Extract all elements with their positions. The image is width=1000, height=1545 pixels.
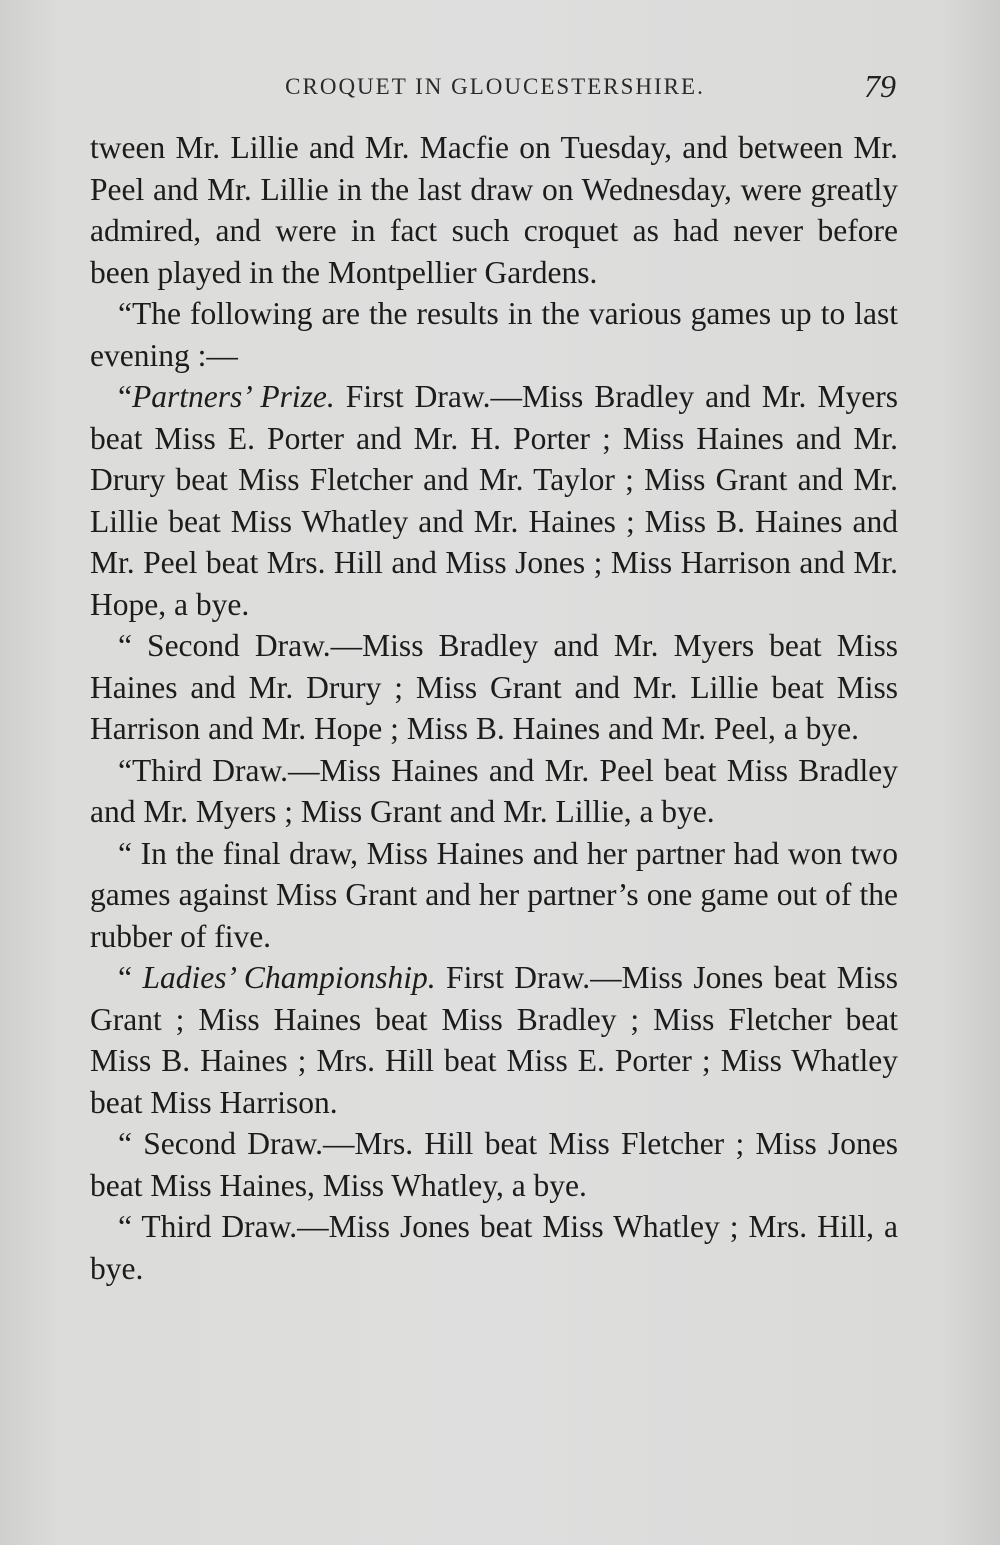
paragraph-text: “Third Draw.—Miss Haines and Mr. Peel beat Miss Bradley and Mr. Myers ; Miss Grant and Mr. Lillie, a bye. — [90, 752, 898, 829]
paragraph-final-draw — [90, 833, 898, 958]
running-head — [90, 68, 900, 108]
opening-quote: “ — [118, 379, 132, 414]
paragraph-text: First Draw.—Miss Jones beat Miss Grant ; Miss Haines beat Miss Bradley ; Miss Fletcher beat Miss B. Haines ; Mrs. Hill beat Miss E. Porter ; Miss Whatley beat Miss Harrison. — [90, 960, 898, 1120]
paragraph-text: First Draw.—Miss Bradley and Mr. Myers beat Miss E. Porter and Mr. H. Porter ; Miss Haines and Mr. Drury beat Miss Fletcher and Mr. Taylor ; Miss Grant and Mr. Lillie beat Miss Whatley and Mr. Haines ; Miss B. Haines and Mr. Peel beat Mrs. Hill and Miss Jones ; Miss Harrison and Mr. Hope, a bye. — [90, 379, 898, 622]
paragraph-ladies-championship — [90, 957, 898, 1123]
paragraph-partners-third-draw — [90, 750, 898, 833]
section-heading-ladies-championship: Ladies’ Championship. — [142, 960, 436, 995]
paragraph-text: “ In the final draw, Miss Haines and her partner had won two games against Miss Grant and her partner’s one game out of the rubber of five. — [90, 835, 898, 954]
paragraph-results-intro — [90, 293, 898, 376]
page-number: 79 — [864, 68, 896, 104]
paragraph-ladies-second-draw — [90, 1123, 898, 1206]
body-text — [90, 127, 898, 1289]
paragraph-text: “ Second Draw.—Mrs. Hill beat Miss Fletcher ; Miss Jones beat Miss Haines, Miss Whatley, a bye. — [90, 1126, 898, 1203]
paragraph-text: “ Second Draw.—Miss Bradley and Mr. Myers beat Miss Haines and Mr. Drury ; Miss Grant and Mr. Lillie beat Miss Harrison and Mr. Hope ; Miss B. Haines and Mr. Peel, a bye. — [90, 628, 898, 746]
section-heading-partners-prize: Partners’ Prize. — [131, 379, 335, 414]
paragraph-partners-second-draw — [90, 625, 898, 750]
paragraph-text: “ Third Draw.—Miss Jones beat Miss Whatley ; Mrs. Hill, a bye. — [90, 1209, 898, 1286]
paragraph-ladies-third-draw — [90, 1206, 898, 1289]
paragraph-partners-prize — [90, 376, 898, 625]
running-title: CROQUET IN GLOUCESTERSHIRE. — [285, 74, 705, 99]
opening-quote: “ — [118, 960, 143, 995]
paragraph-text: tween Mr. Lillie and Mr. Macfie on Tuesday, and between Mr. Peel and Mr. Lillie in the last draw on Wednesday, were greatly admired, and were in fact such croquet as had never before been played in the Montpellier Gardens. — [90, 130, 898, 290]
paragraph-text: “The following are the results in the various games up to last evening :— — [90, 296, 898, 373]
paragraph-continuation — [90, 127, 898, 293]
